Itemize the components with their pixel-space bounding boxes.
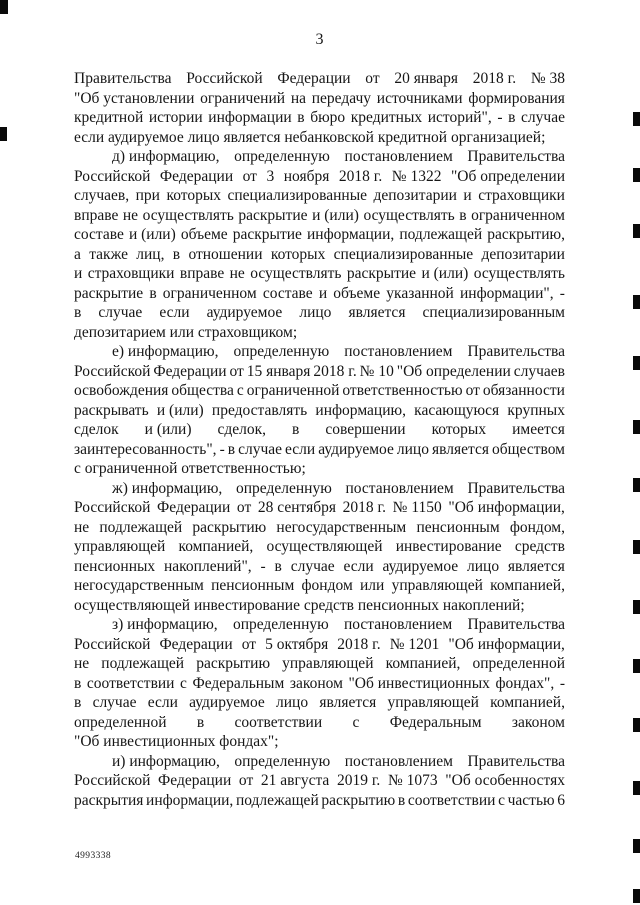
word: осуществлять	[142, 206, 234, 224]
word: страховщики	[478, 187, 565, 204]
text-line	[74, 264, 565, 284]
word: не	[122, 206, 139, 224]
word: Российской	[74, 635, 151, 653]
word: определенную	[232, 616, 329, 633]
word: Правительства	[467, 343, 565, 360]
text-line: осуществляющей инвестирование средств пенсионных накоплений;	[74, 596, 525, 614]
word: ноября	[283, 167, 330, 185]
word: соответствии	[234, 713, 323, 731]
word: Российской	[74, 772, 151, 789]
word: в	[149, 284, 157, 302]
word: случае	[238, 440, 283, 458]
word: депозитарии	[481, 245, 565, 263]
word: в	[172, 245, 181, 263]
word: постановлением	[344, 752, 453, 770]
word: касающуюся	[414, 401, 500, 419]
text-line	[74, 518, 565, 538]
word: управляющей	[74, 538, 166, 555]
word: з) информацию,	[112, 616, 218, 633]
text-line	[74, 498, 565, 518]
word: управляющей	[387, 694, 479, 711]
word: Российской	[74, 167, 151, 185]
text-line	[74, 752, 565, 772]
word: в	[196, 713, 205, 731]
word: заинтересованность",	[74, 440, 217, 458]
word: формирования	[468, 89, 565, 107]
scan-mark	[633, 839, 640, 853]
word: не	[74, 518, 90, 536]
word: "Об информации,	[448, 499, 565, 516]
word: в	[74, 304, 82, 321]
word: источниками	[376, 89, 463, 107]
word: лицо	[396, 440, 429, 458]
word: в	[74, 694, 82, 711]
word: освобождения	[74, 382, 169, 399]
word: историй",	[427, 109, 492, 126]
word: 2018 г.	[338, 167, 383, 185]
word: -	[219, 440, 225, 458]
text-line	[74, 654, 565, 674]
text-line	[74, 108, 565, 128]
word: подлежащей	[101, 655, 185, 672]
word: в	[459, 206, 467, 224]
text-line	[74, 381, 565, 401]
word: составе	[74, 226, 124, 243]
word: д) информацию,	[112, 148, 220, 165]
text-line	[74, 420, 565, 440]
word: "Об особенностях	[445, 772, 565, 789]
word: № 1322	[391, 167, 442, 185]
text-line	[74, 771, 565, 791]
word: в	[227, 440, 236, 458]
word: "Об инвестиционных	[348, 674, 490, 692]
text-line: депозитарием или страховщиком;	[74, 323, 298, 341]
word: предоставлять	[211, 401, 308, 419]
word: лиц,	[136, 245, 165, 263]
word: и	[74, 265, 83, 282]
word: законом	[289, 674, 343, 692]
word: № 10	[359, 362, 394, 380]
word: е) информацию,	[112, 343, 219, 360]
word: негосударственным	[276, 518, 407, 536]
word: лицо	[299, 304, 332, 321]
word: управляющей	[391, 577, 483, 594]
paragraph	[74, 752, 565, 811]
scan-mark	[633, 356, 640, 370]
word: если	[285, 440, 316, 458]
word: осуществлять	[250, 265, 342, 282]
word: и (или)	[312, 206, 359, 224]
word: 5 октября	[265, 635, 329, 653]
scan-mark	[0, 127, 7, 141]
word: имеется	[512, 421, 565, 438]
word: вправе	[74, 206, 119, 224]
word: сделок,	[217, 421, 267, 438]
word: законом	[511, 713, 565, 731]
text-line	[74, 479, 565, 499]
word: лицо	[276, 694, 309, 711]
word: раскрытия	[74, 791, 144, 809]
word: раскрытие	[232, 226, 302, 243]
paragraph	[74, 69, 565, 147]
word: и	[463, 187, 472, 204]
word: постановлением	[345, 479, 454, 497]
word: соответствии	[86, 674, 175, 692]
word: 21 августа	[260, 772, 330, 789]
scan-mark	[633, 112, 640, 126]
word: информации",	[460, 284, 554, 302]
word: от	[241, 635, 257, 653]
word: от	[229, 362, 244, 380]
word: аудируемое	[382, 557, 459, 575]
word: -	[559, 284, 565, 302]
word: определенную	[233, 343, 330, 360]
word: ж) информацию,	[112, 479, 223, 497]
word: Федерации	[153, 362, 227, 380]
word: постановлением	[344, 148, 453, 165]
word: вправе	[179, 265, 225, 282]
word: информации,	[146, 791, 234, 809]
scan-mark	[633, 420, 640, 434]
word: определенную	[234, 752, 331, 770]
word: № 38	[530, 70, 565, 87]
word: раскрытие	[74, 284, 144, 302]
word: случаев,	[74, 187, 130, 204]
scan-mark	[633, 718, 640, 732]
scan-mark	[633, 889, 640, 903]
word: раскрытие	[238, 206, 308, 224]
word: раскрытию	[192, 518, 267, 536]
word: пенсионным	[416, 518, 500, 536]
text-line	[74, 284, 565, 304]
word: Российской	[74, 362, 151, 380]
word: составе	[262, 284, 313, 302]
word: 2018 г.	[313, 362, 357, 380]
paragraph	[74, 147, 565, 342]
word: и) информацию,	[112, 752, 220, 770]
word: Федерации	[159, 167, 234, 185]
word: ограниченной	[246, 382, 340, 399]
word: Правительства	[467, 148, 565, 165]
word: специализированные	[227, 187, 367, 204]
word: негосударственным	[74, 577, 204, 594]
word: с	[180, 674, 187, 692]
word: -	[260, 557, 266, 575]
paragraph	[74, 615, 565, 752]
word: случае	[98, 304, 143, 321]
word: общества	[171, 382, 234, 399]
word: в	[74, 674, 82, 692]
word: с	[236, 382, 244, 399]
word: случаев	[513, 362, 565, 380]
word: лицо	[467, 557, 500, 575]
word: Правительства	[467, 479, 565, 497]
word: в	[397, 791, 406, 809]
word: с	[498, 791, 505, 809]
word: раскрытие	[346, 265, 417, 282]
text-line	[74, 713, 565, 733]
word: 20 января	[394, 70, 459, 87]
word: в	[274, 557, 282, 575]
scan-mark	[633, 478, 640, 492]
text-line	[74, 245, 565, 265]
word: если	[147, 694, 178, 711]
word: осуществлять	[473, 265, 565, 282]
word: 3	[266, 167, 275, 185]
word: 2019 г.	[336, 772, 381, 789]
word: случае	[92, 694, 137, 711]
word: является	[432, 440, 489, 458]
word: случае	[521, 109, 565, 126]
word: и (или)	[128, 226, 176, 243]
text-line	[74, 615, 565, 635]
word: обществом	[491, 440, 565, 458]
text-line	[74, 791, 565, 811]
word: аудируемое	[318, 440, 394, 458]
word: от	[365, 70, 380, 87]
word: и (или)	[421, 265, 469, 282]
word: компанией,	[385, 655, 461, 672]
text-line	[74, 342, 565, 362]
word: если	[159, 304, 190, 321]
word: которых	[431, 421, 487, 438]
word: страховщики	[87, 265, 175, 282]
text-line	[74, 557, 565, 577]
word: ответственностью	[342, 382, 463, 399]
word: а	[74, 245, 81, 263]
word: обязанности	[482, 382, 565, 399]
word: сделок	[74, 421, 119, 438]
text-line	[74, 69, 565, 89]
word: определенной	[74, 713, 167, 731]
text-line	[74, 635, 565, 655]
word: Правительства	[74, 70, 172, 87]
word: истории	[148, 109, 203, 126]
word: указанной	[386, 284, 454, 302]
text-line	[74, 576, 565, 596]
word: пенсионным	[211, 577, 295, 594]
word: на	[290, 89, 306, 107]
word: крупных	[507, 401, 565, 419]
word: ограничений	[200, 89, 286, 107]
word: -	[497, 109, 503, 126]
scan-mark	[633, 781, 640, 795]
word: или	[360, 577, 385, 594]
word: случае	[290, 557, 335, 575]
word: 6	[557, 791, 565, 809]
word: компанией,	[178, 538, 254, 555]
text-line	[74, 206, 565, 226]
scan-mark	[633, 295, 640, 309]
word: от	[236, 499, 252, 516]
word: специализированные	[333, 245, 474, 263]
word: также	[89, 245, 128, 263]
word: которых	[270, 245, 326, 263]
word: 2018 г.	[472, 70, 517, 87]
word: в	[292, 421, 300, 438]
word: Российской	[74, 499, 151, 516]
word: Федерации	[158, 772, 232, 789]
page-number: 3	[315, 31, 324, 48]
text-line: с ограниченной ответственностью;	[74, 460, 306, 477]
text-line	[74, 225, 565, 245]
word: является	[348, 304, 406, 321]
text-line	[74, 693, 565, 713]
word: "Об установлении	[74, 89, 195, 107]
word: компанией,	[490, 577, 565, 594]
text-line	[74, 537, 565, 557]
text-line	[74, 303, 565, 323]
text-line	[74, 674, 565, 694]
word: управляющей	[282, 655, 374, 672]
word: информации,	[307, 226, 395, 243]
word: определенную	[234, 148, 330, 165]
word: кредитных	[350, 109, 423, 126]
word: -	[559, 674, 565, 692]
word: № 1073	[387, 772, 438, 789]
word: от	[465, 382, 480, 399]
word: которых	[166, 187, 221, 204]
word: постановлением	[343, 616, 453, 633]
word: Федеральным	[192, 674, 285, 692]
word: от	[238, 772, 254, 789]
word: определенную	[236, 479, 332, 497]
word: и	[318, 284, 328, 302]
text-line	[74, 401, 565, 421]
word: осуществляющей	[266, 538, 383, 555]
word: является	[319, 694, 377, 711]
scan-mark	[633, 168, 640, 182]
word: если	[343, 557, 374, 575]
scan-mark	[633, 600, 640, 614]
word: является	[507, 557, 565, 575]
word: специализированным	[422, 304, 565, 321]
word: передачу	[311, 89, 372, 107]
word: постановлением	[344, 343, 453, 360]
scan-mark	[0, 0, 8, 14]
word: раскрытию	[196, 655, 271, 672]
scan-mark	[633, 659, 640, 673]
paragraph	[74, 342, 565, 479]
word: Федерации	[159, 635, 233, 653]
word: Правительства	[467, 616, 565, 633]
text-line	[74, 440, 565, 460]
word: 2018 г.	[342, 499, 386, 516]
text-line	[74, 362, 565, 382]
word: Федеральным	[389, 713, 482, 731]
text-line	[74, 186, 565, 206]
word: Российской	[186, 70, 263, 87]
word: аудируемое	[206, 304, 283, 321]
word: № 1201	[389, 635, 440, 653]
word: информацию,	[315, 401, 406, 419]
word: при	[135, 187, 160, 204]
word: 28 сентября	[257, 499, 336, 516]
text-line	[74, 147, 565, 167]
word: Федерации	[157, 499, 231, 516]
word: ограниченном	[162, 284, 257, 302]
word: компанией,	[490, 694, 565, 711]
word: накоплений",	[164, 557, 252, 575]
word: аудируемое	[189, 694, 265, 711]
word: кредитной	[74, 109, 144, 126]
word: раскрытию,	[487, 226, 565, 243]
word: депозитарии	[373, 187, 457, 204]
word: Федерации	[277, 70, 351, 87]
word: подлежащей	[99, 518, 183, 536]
word: и (или)	[156, 401, 204, 419]
word: частью	[507, 791, 555, 809]
word: Правительства	[467, 752, 565, 770]
word: осуществлять	[363, 206, 455, 224]
word: 2018 г.	[337, 635, 381, 653]
word: фондом,	[509, 518, 565, 536]
word: в	[297, 109, 305, 126]
word: "Об информации,	[448, 635, 565, 653]
paragraph	[74, 479, 565, 616]
text-line: "Об инвестиционных фондах";	[74, 733, 279, 750]
text-line	[74, 167, 565, 187]
word: совершении	[325, 421, 406, 438]
word: бюро	[310, 109, 346, 126]
word: информации	[208, 109, 292, 126]
word: в	[508, 109, 516, 126]
word: "Об определении	[450, 167, 565, 185]
word: средств	[514, 538, 565, 555]
word: 15 января	[246, 362, 311, 380]
word: подлежащей	[235, 791, 319, 809]
word: с	[352, 713, 360, 731]
text-line: если аудируемое лицо является небанковской кредитной организацией;	[74, 128, 546, 146]
word: объеме	[333, 284, 381, 302]
text-line	[74, 89, 565, 109]
word: отношении	[188, 245, 263, 263]
word: фондах",	[495, 674, 555, 692]
word: соответствии	[407, 791, 496, 809]
word: от	[242, 167, 257, 185]
word: пенсионных	[74, 557, 156, 575]
word: раскрытию	[321, 791, 396, 809]
word: не	[229, 265, 245, 282]
word: фондом	[301, 577, 353, 594]
publication-number: 4993338	[75, 851, 112, 861]
scan-mark	[633, 224, 640, 238]
word: инвестирование	[395, 538, 502, 555]
document-content	[74, 69, 565, 810]
word: раскрывать	[74, 401, 149, 419]
word: объеме	[180, 226, 228, 243]
scan-mark	[633, 540, 640, 554]
word: определенной	[472, 655, 565, 672]
word: не	[74, 655, 90, 672]
word: подлежащей	[399, 226, 483, 243]
word: ограниченном	[471, 206, 565, 224]
word: "Об определении	[396, 362, 511, 380]
word: и (или)	[144, 421, 192, 438]
word: № 1150	[392, 499, 442, 516]
